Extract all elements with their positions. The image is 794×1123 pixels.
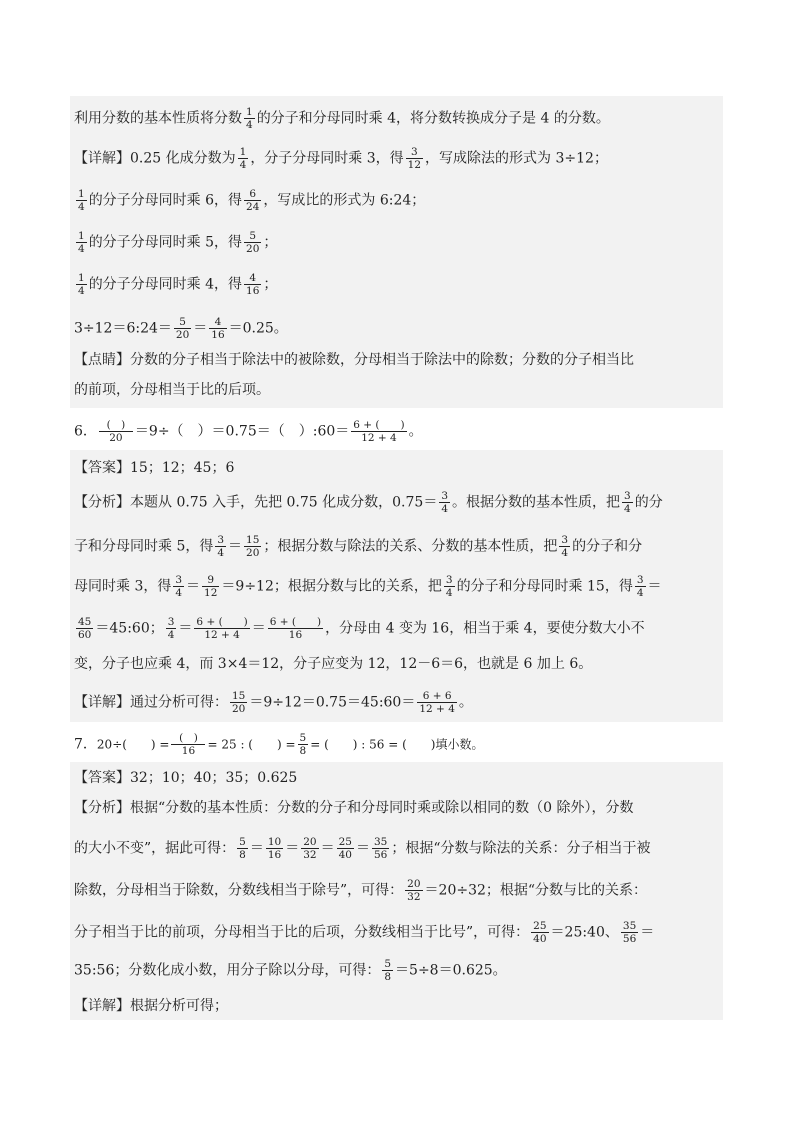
fraction: $\frac{3}{4}$ (167, 616, 175, 641)
detail-line: 【详解】根据分析可得； (74, 998, 228, 1014)
fraction: $\frac{25}{40}$ (533, 920, 547, 945)
fraction: $\frac{3}{4}$ (636, 574, 644, 599)
note-line: 的前项，分母相当于比的后项。 (74, 382, 270, 398)
fraction: $\frac{20}{32}$ (303, 836, 317, 861)
text-line: $\frac{1}{4}$ 的分子分母同时乘 5，得 $\frac{5}{20}$ ； (78, 230, 278, 255)
fraction: $\frac{6 + 6}{12 + 4}$ (419, 690, 455, 715)
detail-line: 【详解】0.25 化成分数为 $\frac{1}{4}$ ，分子分母同时乘 3，得 $\frac{3}{12}$ ，写成除法的形式为 3÷12； (74, 146, 608, 171)
fraction: $\frac{5}{20}$ (246, 230, 260, 255)
analysis-line: 【分析】根据“分数的基本性质：分数的分子和分母同时乘或除以相同的数（0 除外），分数 (74, 800, 634, 816)
analysis-line: 35:56；分数化成小数，用分子除以分母，可得： $\frac{5}{8}$ ＝5÷8＝0.625。 (74, 958, 507, 983)
analysis-line: 子和分母同时乘 5，得 $\frac{3}{4}$ ＝ $\frac{15}{20}$ ；根据分数与除法的关系、分数的基本性质，把 $\frac{3}{4}$ 的分子和分 (74, 534, 643, 559)
fraction: $\frac{1}{4}$ (78, 230, 85, 255)
solution-block-6 (70, 450, 723, 722)
fraction: $\frac{10}{16}$ (267, 836, 282, 861)
fraction: $\frac{3}{12}$ (407, 146, 422, 171)
fraction: $\frac{1}{4}$ (239, 146, 247, 171)
fraction: $\frac{6}{24}$ (246, 188, 260, 213)
fraction: $\frac{5}{8}$ (239, 836, 246, 861)
text-line: 利用分数的基本性质将分数 $\frac{1}{4}$ 的分子和分母同时乘 4，将分数转换成分子是 4 的分数。 (74, 106, 610, 131)
fraction: $\frac{1}{4}$ (246, 106, 253, 131)
question-7: 7．20÷( ) = $\frac{( )}{16}$ = 25 : ( ) = $\frac{5}{8}$ = ( ) : 56 = ( )填小数。 (74, 732, 484, 757)
fraction-blank: $\frac{( )}{20}$ (99, 419, 133, 444)
analysis-line: 母同时乘 3，得 $\frac{3}{4}$ ＝ $\frac{9}{12}$ ＝9÷12；根据分数与比的关系，把 $\frac{3}{4}$ 的分子和分母同时乘 15，得 $\frac{3}{4}$ ＝ (74, 574, 662, 599)
fraction: $\frac{3}{4}$ (175, 574, 183, 599)
fraction: $\frac{6 + ( )}{12 + 4}$ (196, 616, 248, 641)
fraction: $\frac{5}{20}$ (175, 316, 190, 341)
question-number: 6． (74, 423, 97, 440)
fraction: $\frac{15}{20}$ (232, 690, 246, 715)
fraction-blank: $\frac{( )}{16}$ (171, 732, 205, 757)
analysis-line: 分子相当于比的前项，分母相当于比的后项，分数线相当于比号”，可得： $\frac{25}{40}$ ＝25:40、 $\frac{35}{56}$ ＝ (74, 920, 655, 945)
analysis-line: 【分析】本题从 0.75 入手，先把 0.75 化成分数，0.75＝ $\frac{3}{4}$ 。根据分数的基本性质，把 $\frac{3}{4}$ 的分 (74, 490, 663, 515)
answer-line: 【答案】32；10；40；35；0.625 (74, 770, 298, 786)
question-6: 6． $\frac{( )}{20}$ ＝9÷（ ）＝0.75＝（ ）:60＝ $\frac{6 + ( )}{12 + 4}$ 。 (74, 419, 423, 444)
fraction: $\frac{3}{4}$ (445, 574, 453, 599)
analysis-line: 除数，分母相当于除数，分数线相当于除号”，可得： $\frac{20}{32}$ ＝20÷32；根据“分数与比的关系： (74, 878, 648, 903)
fraction: $\frac{5}{8}$ (299, 732, 307, 757)
text-line: $\frac{1}{4}$ 的分子分母同时乘 4，得 $\frac{4}{16}$ ； (78, 272, 278, 297)
fraction: $\frac{3}{4}$ (441, 490, 449, 515)
solution-block-7 (70, 762, 723, 1020)
fraction: $\frac{4}{16}$ (246, 272, 260, 297)
fraction: $\frac{20}{32}$ (407, 878, 421, 903)
fraction: $\frac{5}{8}$ (384, 958, 392, 983)
answer-line: 【答案】15；12；45；6 (74, 460, 235, 476)
analysis-line: 的大小不变”，据此可得： $\frac{5}{8}$ ＝ $\frac{10}{16}$ ＝ $\frac{20}{32}$ ＝ $\frac{25}{40}$ ＝ $\frac{35}{56}$ ；根据“分数与除法的关系：分子相当于被 (74, 836, 651, 861)
note-line: 【点睛】分数的分子相当于除法中的被除数，分母相当于除法中的除数；分数的分子相当比 (74, 352, 634, 368)
fraction: $\frac{6 + ( )}{16}$ (269, 616, 322, 641)
fraction: $\frac{6 + ( )}{12 + 4}$ (353, 419, 405, 444)
fraction: $\frac{9}{12}$ (204, 574, 218, 599)
fraction: $\frac{35}{56}$ (622, 920, 637, 945)
fraction: $\frac{3}{4}$ (561, 534, 569, 559)
fraction: $\frac{1}{4}$ (78, 188, 85, 213)
analysis-line: $\frac{45}{60}$ ＝45:60； $\frac{3}{4}$ ＝ $\frac{6 + ( )}{12 + 4}$ ＝ $\frac{6 + ( )}{16}$ ，分母由 4 变为 16，相当于乘 4，要使分数大小不 (78, 616, 645, 641)
fraction: $\frac{15}{20}$ (246, 534, 260, 559)
fraction: $\frac{3}{4}$ (624, 490, 631, 515)
question-number: 7． (74, 736, 97, 753)
fraction: $\frac{35}{56}$ (373, 836, 388, 861)
fraction: $\frac{45}{60}$ (78, 616, 92, 641)
text-line: 3÷12＝6:24＝ $\frac{5}{20}$ ＝ $\frac{4}{16}$ ＝0.25。 (74, 316, 288, 341)
analysis-line: 变，分子也应乘 4，而 3×4＝12，分子应变为 12，12－6＝6，也就是 6 加上 6。 (74, 656, 593, 672)
fraction: $\frac{3}{4}$ (217, 534, 225, 559)
fraction: $\frac{1}{4}$ (78, 272, 85, 297)
text-line: $\frac{1}{4}$ 的分子分母同时乘 6，得 $\frac{6}{24}$ ，写成比的形式为 6:24； (78, 188, 426, 213)
fraction: $\frac{25}{40}$ (338, 836, 352, 861)
detail-line: 【详解】通过分析可得： $\frac{15}{20}$ ＝9÷12＝0.75＝45:60＝ $\frac{6 + 6}{12 + 4}$ 。 (74, 690, 473, 715)
solution-block-5 (70, 96, 723, 408)
fraction: $\frac{4}{16}$ (211, 316, 225, 341)
